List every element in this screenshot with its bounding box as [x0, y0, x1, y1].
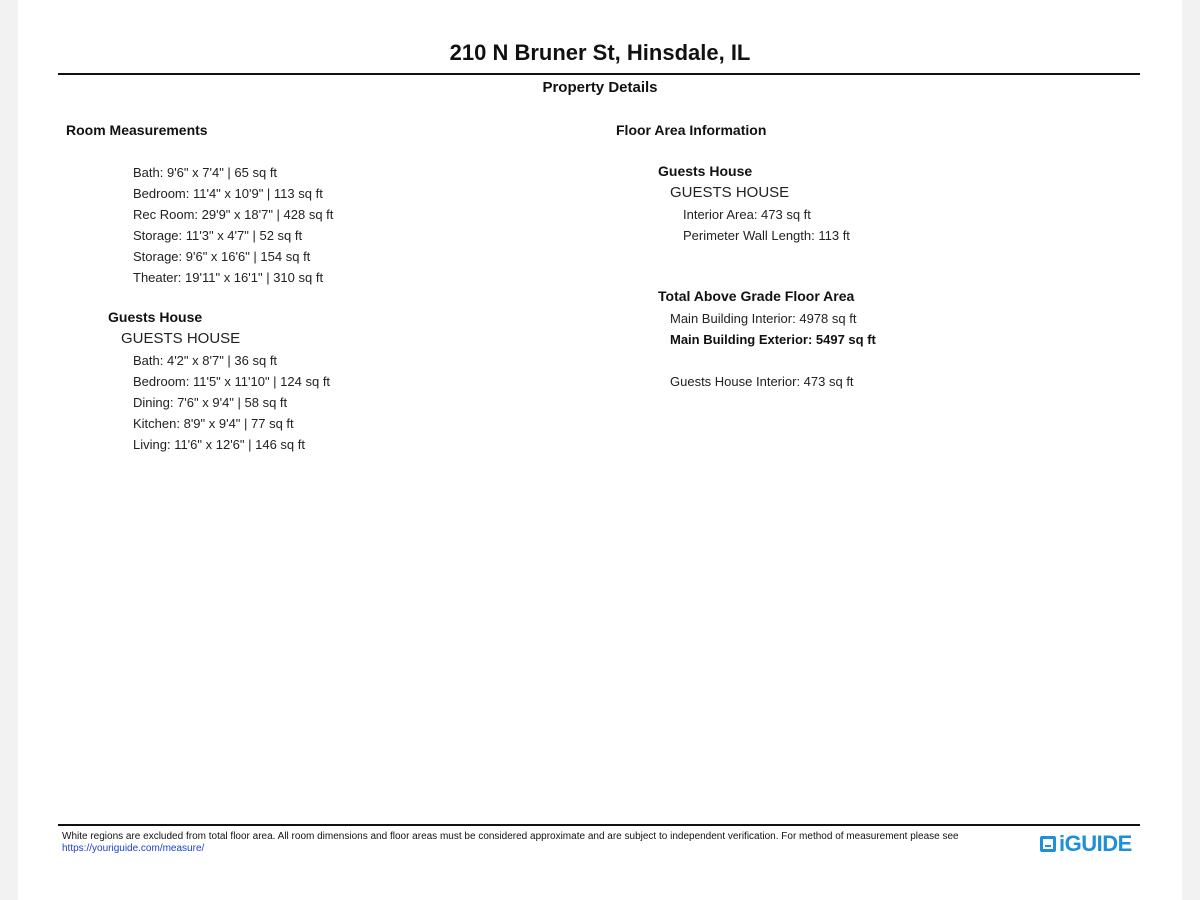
room-item: Bedroom: 11'4" x 10'9" | 113 sq ft [133, 186, 323, 201]
room-item: Bedroom: 11'5" x 11'10" | 124 sq ft [133, 374, 331, 389]
main-building-interior: Main Building Interior: 4978 sq ft [670, 311, 857, 326]
page-title: 210 N Bruner St, Hinsdale, IL [449, 40, 751, 65]
guests-house-level: GUESTS HOUSE [121, 330, 241, 347]
measure-link[interactable]: https://youriguide.com/measure/ [62, 843, 205, 854]
total-above-grade-heading: Total Above Grade Floor Area [658, 288, 855, 304]
room-item: Storage: 11'3" x 4'7" | 52 sq ft [133, 228, 303, 243]
document-page [18, 0, 1182, 900]
footer-divider [58, 824, 1140, 826]
room-item: Bath: 9'6" x 7'4" | 65 sq ft [133, 165, 278, 180]
room-item: Kitchen: 8'9" x 9'4" | 77 sq ft [133, 416, 294, 431]
room-item: Bath: 4'2" x 8'7" | 36 sq ft [133, 353, 278, 368]
floor-area-heading: Floor Area Information [616, 122, 767, 138]
footer-disclaimer [62, 831, 1012, 855]
header-divider [58, 73, 1140, 75]
guests-house-interior: Guests House Interior: 473 sq ft [670, 374, 854, 389]
iguide-logo-icon [1040, 836, 1056, 852]
fa-guests-house-heading: Guests House [658, 163, 753, 179]
room-item: Dining: 7'6" x 9'4" | 58 sq ft [133, 395, 288, 410]
logo-text: iGUIDE [1059, 831, 1132, 856]
main-building-exterior: Main Building Exterior: 5497 sq ft [670, 332, 876, 347]
disclaimer-text: White regions are excluded from total floor area. All room dimensions and floor areas must be considered approximate and are subject to independent verification. For method of measurement please see [62, 831, 959, 842]
page-subtitle: Property Details [542, 79, 658, 96]
room-item: Theater: 19'11" x 16'1" | 310 sq ft [133, 270, 324, 285]
iguide-logo [1040, 832, 1132, 856]
fa-interior-area: Interior Area: 473 sq ft [683, 207, 811, 222]
room-item: Rec Room: 29'9" x 18'7" | 428 sq ft [133, 207, 334, 222]
fa-guests-house-level: GUESTS HOUSE [670, 184, 790, 201]
guests-house-heading: Guests House [108, 309, 203, 325]
fa-perimeter-wall-length: Perimeter Wall Length: 113 ft [683, 228, 850, 243]
room-measurements-heading: Room Measurements [66, 122, 208, 138]
room-item: Storage: 9'6" x 16'6" | 154 sq ft [133, 249, 311, 264]
room-item: Living: 11'6" x 12'6" | 146 sq ft [133, 437, 305, 452]
